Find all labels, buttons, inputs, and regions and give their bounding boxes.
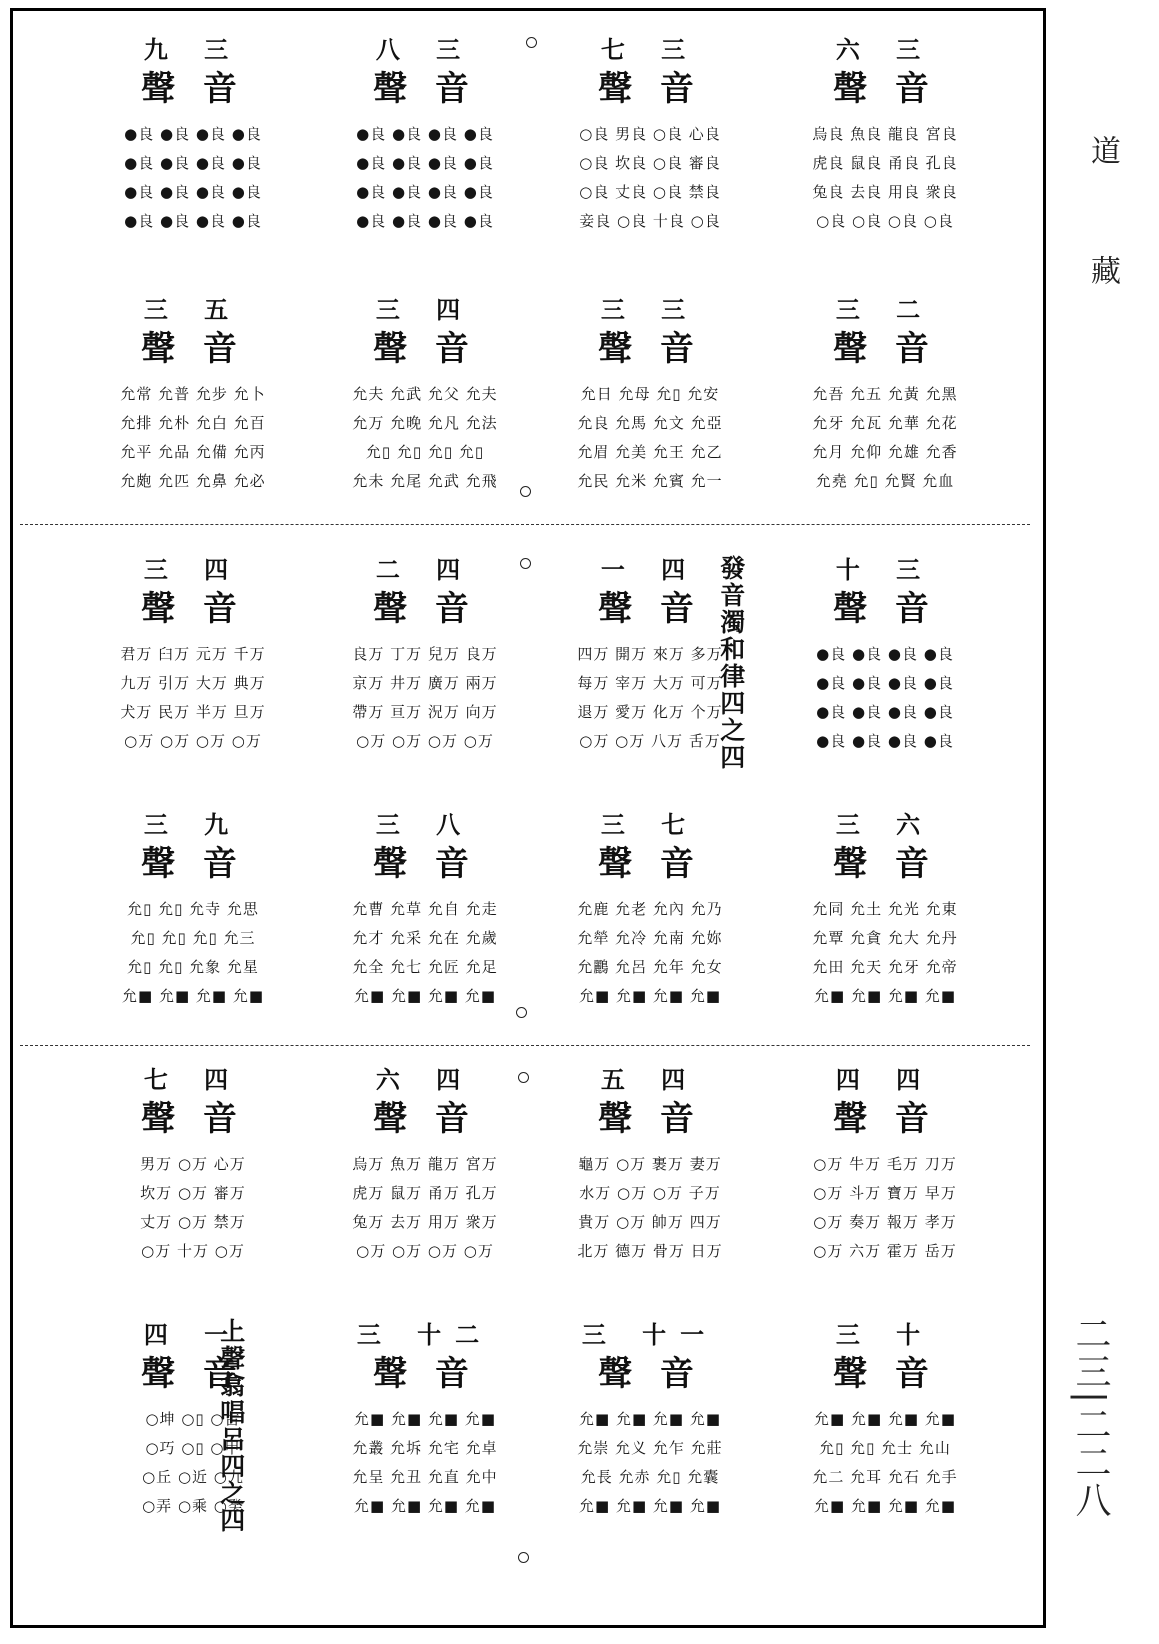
char-rows	[78, 380, 308, 496]
heading-top: 三 五	[143, 295, 243, 324]
block-heading	[78, 550, 308, 629]
char-rows	[535, 1405, 765, 1521]
block-heading	[310, 290, 540, 369]
char-row: 允平 允品 允備 允丙	[120, 443, 266, 461]
char-row: 允鸝 允呂 允年 允女	[577, 958, 723, 976]
char-row: ○坤 ○▯ ○古	[145, 1410, 241, 1428]
char-rows	[770, 120, 1000, 236]
vertical-note-a: 發音濁和律四之四	[716, 555, 746, 771]
char-row: 兔万 去万 用万 衆万	[352, 1213, 498, 1231]
sound-block	[310, 550, 540, 780]
heading-bottom: 聲 音	[373, 589, 477, 629]
char-row: 允民 允米 允賓 允一	[577, 472, 723, 490]
heading-bottom: 聲 音	[598, 589, 702, 629]
block-heading	[770, 30, 1000, 109]
heading-top: 三 六	[835, 810, 935, 839]
block-heading	[310, 1060, 540, 1139]
side-label-dao: 道	[1085, 135, 1120, 165]
char-row: ○万 ○万 ○万 ○万	[356, 732, 494, 750]
char-row: 虎万 鼠万 甬万 孔万	[352, 1184, 498, 1202]
sound-block	[535, 1315, 765, 1545]
char-row: 允■ 允■ 允■ 允■	[354, 1410, 496, 1428]
sound-block	[535, 1060, 765, 1290]
char-row: 允田 允天 允牙 允帝	[812, 958, 958, 976]
block-heading	[310, 1315, 540, 1394]
heading-top: 八 三	[375, 35, 475, 64]
divider-row-1	[20, 524, 1030, 525]
char-row: 烏良 魚良 龍良 宮良	[812, 125, 958, 143]
heading-top: 十 三	[835, 555, 935, 584]
sound-block	[310, 290, 540, 520]
heading-top: 五 四	[600, 1065, 700, 1094]
block-heading	[535, 1060, 765, 1139]
char-row: 允■ 允■ 允■ 允■	[354, 1497, 496, 1515]
heading-top: 六 四	[375, 1065, 475, 1094]
heading-top: 三 八	[375, 810, 475, 839]
block-heading	[535, 1315, 765, 1394]
block-heading	[310, 550, 540, 629]
char-row: 良万 丁万 兒万 良万	[352, 645, 498, 663]
char-rows	[78, 640, 308, 756]
char-row: ●良 ●良 ●良 ●良	[356, 125, 494, 143]
char-rows	[770, 380, 1000, 496]
heading-top: 三 九	[143, 810, 243, 839]
char-rows	[310, 895, 540, 1011]
heading-bottom: 聲 音	[141, 589, 245, 629]
heading-bottom: 聲 音	[141, 69, 245, 109]
char-row: 允未 允尾 允武 允飛	[352, 472, 498, 490]
char-row: 允犖 允冷 允南 允妳	[577, 929, 723, 947]
char-row: 允眉 允美 允王 允乙	[577, 443, 723, 461]
char-row: ○良 丈良 ○良 禁良	[579, 183, 721, 201]
char-rows	[310, 1150, 540, 1266]
char-rows	[770, 1150, 1000, 1266]
char-row: 允吾 允五 允黃 允黑	[812, 385, 958, 403]
sound-block	[770, 1060, 1000, 1290]
char-row: 允日 允母 允▯ 允安	[580, 385, 720, 403]
char-row: 允牙 允瓦 允華 允花	[812, 414, 958, 432]
char-rows	[310, 1405, 540, 1521]
char-row: 妾良 ○良 十良 ○良	[579, 212, 721, 230]
char-row: 允夫 允武 允父 允夫	[352, 385, 498, 403]
sound-block	[535, 550, 765, 780]
heading-bottom: 聲 音	[373, 1354, 477, 1394]
heading-top: 三 二	[835, 295, 935, 324]
block-heading	[78, 805, 308, 884]
char-rows	[535, 1150, 765, 1266]
char-row: ○万 ○万 八万 舌万	[579, 732, 721, 750]
char-row: 允▯ 允▯ 允士 允山	[819, 1439, 951, 1457]
char-rows	[535, 120, 765, 236]
char-row: ●良 ●良 ●良 ●良	[124, 212, 262, 230]
char-row: 允常 允普 允步 允卜	[120, 385, 266, 403]
block-heading	[770, 550, 1000, 629]
char-row: 九万 引万 大万 典万	[120, 674, 266, 692]
page-number: 二三|二二八	[1070, 1315, 1111, 1520]
block-heading	[310, 805, 540, 884]
heading-bottom: 聲 音	[373, 329, 477, 369]
char-rows	[310, 120, 540, 236]
char-row: 兔良 去良 用良 衆良	[812, 183, 958, 201]
heading-bottom: 聲 音	[141, 1099, 245, 1139]
char-rows	[310, 380, 540, 496]
sound-block	[78, 1315, 308, 1545]
char-row: 允呈 允丑 允直 允中	[352, 1468, 498, 1486]
char-row: 允崇 允义 允乍 允莊	[577, 1439, 723, 1457]
char-row: ●良 ●良 ●良 ●良	[356, 154, 494, 172]
sound-block	[78, 30, 308, 260]
char-row: 允月 允仰 允雄 允香	[812, 443, 958, 461]
char-row: 四万 開万 來万 多万	[577, 645, 723, 663]
heading-bottom: 聲 音	[833, 329, 937, 369]
char-row: ●良 ●良 ●良 ●良	[816, 674, 954, 692]
char-row: 允長 允赤 允▯ 允囊	[580, 1468, 720, 1486]
char-row: ●良 ●良 ●良 ●良	[816, 732, 954, 750]
heading-top: 二 四	[375, 555, 475, 584]
char-row: ○丘 ○近 ○九	[142, 1468, 244, 1486]
char-row: ○万 奏万 報万 孝万	[813, 1213, 957, 1231]
heading-top: 三 四	[143, 555, 243, 584]
char-row: 允覃 允貪 允大 允丹	[812, 929, 958, 947]
heading-bottom: 聲 音	[598, 1354, 702, 1394]
char-row: 帶万 亘万 況万 向万	[352, 703, 498, 721]
heading-bottom: 聲 音	[141, 329, 245, 369]
char-row: 允全 允七 允匠 允足	[352, 958, 498, 976]
heading-top: 七 四	[143, 1065, 243, 1094]
char-row: ○万 ○万 ○万 ○万	[124, 732, 262, 750]
char-row: 每万 宰万 大万 可万	[577, 674, 723, 692]
side-label-zang: 藏	[1085, 255, 1120, 285]
char-row: 允万 允晚 允凡 允法	[352, 414, 498, 432]
char-row: 允▯ 允▯ 允▯ 允三	[130, 929, 256, 947]
char-row: 京万 井万 廣万 兩万	[352, 674, 498, 692]
sound-block	[770, 30, 1000, 260]
heading-bottom: 聲 音	[833, 589, 937, 629]
sound-block	[535, 805, 765, 1035]
char-row: ○万 斗万 寶万 早万	[813, 1184, 957, 1202]
char-row: 北万 德万 骨万 日万	[577, 1242, 723, 1260]
heading-top: 九 三	[143, 35, 243, 64]
char-row: 允■ 允■ 允■ 允■	[814, 987, 956, 1005]
char-row: 允皰 允匹 允鼻 允必	[120, 472, 266, 490]
char-row: 虎良 鼠良 甬良 孔良	[812, 154, 958, 172]
heading-top: 三 七	[600, 810, 700, 839]
char-rows	[78, 1405, 308, 1521]
char-row: 丈万 ○万 禁万	[140, 1213, 246, 1231]
char-rows	[78, 1150, 308, 1266]
sound-block	[770, 290, 1000, 520]
heading-top: 三 十	[835, 1320, 935, 1349]
char-rows	[78, 895, 308, 1011]
heading-bottom: 聲 音	[598, 1099, 702, 1139]
char-row: 烏万 魚万 龍万 宮万	[352, 1155, 498, 1173]
char-row: ●良 ●良 ●良 ●良	[124, 183, 262, 201]
char-row: ●良 ●良 ●良 ●良	[816, 703, 954, 721]
block-heading	[310, 30, 540, 109]
sound-block	[78, 805, 308, 1035]
char-rows	[770, 640, 1000, 756]
char-row: 允■ 允■ 允■ 允■	[814, 1497, 956, 1515]
block-heading	[78, 290, 308, 369]
char-row: 允▯ 允▯ 允象 允星	[127, 958, 259, 976]
heading-bottom: 聲 音	[598, 844, 702, 884]
char-rows	[770, 895, 1000, 1011]
heading-bottom: 聲 音	[833, 69, 937, 109]
block-heading	[770, 290, 1000, 369]
heading-top: 四 四	[835, 1065, 935, 1094]
char-row: 允同 允土 允光 允東	[812, 900, 958, 918]
char-row: 君万 臼万 元万 千万	[120, 645, 266, 663]
heading-top: 三 十一	[581, 1320, 719, 1349]
char-rows	[535, 380, 765, 496]
sound-block	[310, 805, 540, 1035]
char-row: 退万 愛万 化万 个万	[577, 703, 723, 721]
sound-block	[310, 30, 540, 260]
char-row: ○良 ○良 ○良 ○良	[816, 212, 954, 230]
char-row: ○良 坎良 ○良 審良	[579, 154, 721, 172]
heading-bottom: 聲 音	[373, 1099, 477, 1139]
heading-bottom: 聲 音	[598, 329, 702, 369]
block-heading	[535, 550, 765, 629]
block-heading	[770, 1060, 1000, 1139]
char-row: 允才 允采 允在 允歲	[352, 929, 498, 947]
block-heading	[535, 805, 765, 884]
sound-block	[78, 1060, 308, 1290]
char-row: 允堯 允▯ 允賢 允血	[815, 472, 955, 490]
sound-block	[78, 550, 308, 780]
char-row: ○万 十万 ○万	[141, 1242, 245, 1260]
char-row: 男万 ○万 心万	[140, 1155, 246, 1173]
char-row: ○万 六万 霍万 岳万	[813, 1242, 957, 1260]
char-row: 允▯ 允▯ 允▯ 允▯	[365, 443, 485, 461]
char-rows	[78, 120, 308, 236]
char-row: 允排 允朴 允白 允百	[120, 414, 266, 432]
heading-top: 三 四	[375, 295, 475, 324]
char-row: 坎万 ○万 審万	[140, 1184, 246, 1202]
char-rows	[535, 895, 765, 1011]
sound-block	[310, 1060, 540, 1290]
sound-block	[78, 290, 308, 520]
char-row: 允■ 允■ 允■ 允■	[814, 1410, 956, 1428]
char-row: 貴万 ○万 帥万 四万	[578, 1213, 722, 1231]
heading-bottom: 聲 音	[373, 69, 477, 109]
heading-bottom: 聲 音	[598, 69, 702, 109]
char-row: 犬万 民万 半万 旦万	[120, 703, 266, 721]
sound-block	[535, 290, 765, 520]
sound-block	[770, 1315, 1000, 1545]
char-row: 允■ 允■ 允■ 允■	[579, 987, 721, 1005]
block-heading	[78, 1060, 308, 1139]
heading-bottom: 聲 音	[141, 844, 245, 884]
char-row: 允鹿 允老 允內 允乃	[577, 900, 723, 918]
char-row: 龜万 ○万 裹万 妻万	[578, 1155, 722, 1173]
heading-bottom: 聲 音	[833, 844, 937, 884]
block-heading	[770, 1315, 1000, 1394]
block-heading	[78, 1315, 308, 1394]
heading-bottom: 聲 音	[833, 1099, 937, 1139]
char-row: 允叢 允坼 允宅 允卓	[352, 1439, 498, 1457]
block-heading	[78, 30, 308, 109]
sound-block	[310, 1315, 540, 1545]
char-row: 允良 允馬 允文 允亞	[577, 414, 723, 432]
char-row: 水万 ○万 ○万 子万	[579, 1184, 721, 1202]
block-heading	[535, 30, 765, 109]
char-row: 允■ 允■ 允■ 允■	[579, 1410, 721, 1428]
divider-row-2	[20, 1045, 1030, 1046]
char-row: ●良 ●良 ●良 ●良	[356, 212, 494, 230]
heading-bottom: 聲 音	[373, 844, 477, 884]
char-row: ●良 ●良 ●良 ●良	[816, 645, 954, 663]
char-row: ○弄 ○乘 ○癸	[142, 1497, 244, 1515]
char-rows	[535, 640, 765, 756]
sound-block	[770, 550, 1000, 780]
char-row: ○万 牛万 毛万 刀万	[813, 1155, 957, 1173]
heading-top: 一 四	[600, 555, 700, 584]
char-row: ●良 ●良 ●良 ●良	[124, 154, 262, 172]
vertical-note-b: 上聲翕唱呂四之四	[216, 1318, 246, 1534]
block-heading	[770, 805, 1000, 884]
char-row: 允■ 允■ 允■ 允■	[579, 1497, 721, 1515]
char-row: 允二 允耳 允石 允手	[812, 1468, 958, 1486]
sound-block	[535, 30, 765, 260]
char-row: 允曹 允草 允自 允走	[352, 900, 498, 918]
circle-mark	[518, 1552, 529, 1563]
sound-block	[770, 805, 1000, 1035]
char-row: 允■ 允■ 允■ 允■	[354, 987, 496, 1005]
char-row: ○万 ○万 ○万 ○万	[356, 1242, 494, 1260]
char-row: ●良 ●良 ●良 ●良	[124, 125, 262, 143]
char-row: ●良 ●良 ●良 ●良	[356, 183, 494, 201]
heading-top: 三 三	[600, 295, 700, 324]
char-row: ○巧 ○▯ ○甲	[145, 1439, 241, 1457]
char-row: 允■ 允■ 允■ 允■	[122, 987, 264, 1005]
char-rows	[770, 1405, 1000, 1521]
heading-top: 四 一	[143, 1320, 243, 1349]
heading-bottom: 聲 音	[833, 1354, 937, 1394]
heading-top: 三 十二	[356, 1320, 494, 1349]
heading-top: 六 三	[835, 35, 935, 64]
char-row: 允▯ 允▯ 允寺 允思	[127, 900, 259, 918]
block-heading	[535, 290, 765, 369]
char-rows	[310, 640, 540, 756]
char-row: ○良 男良 ○良 心良	[579, 125, 721, 143]
heading-bottom: 聲 音	[141, 1354, 245, 1394]
heading-top: 七 三	[600, 35, 700, 64]
